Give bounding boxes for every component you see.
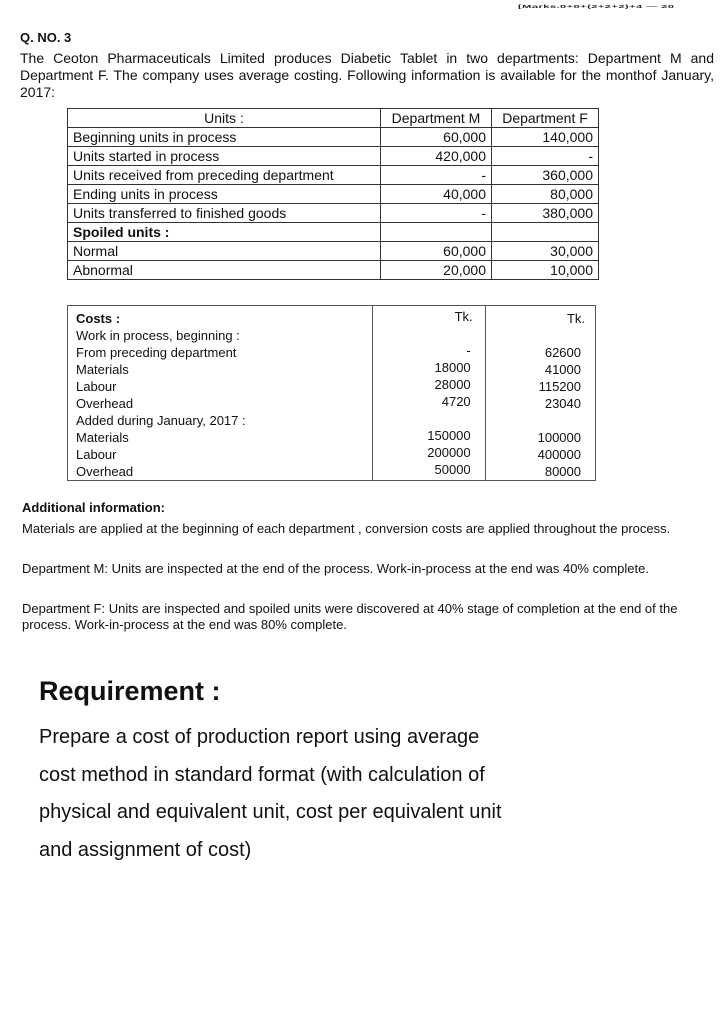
dept-m-value: 20,000	[381, 261, 492, 280]
cost-line-label: Materials	[76, 362, 129, 377]
row-label: Spoiled units :	[68, 223, 381, 242]
row-label: Units transferred to finished goods	[68, 204, 381, 223]
costs-dept-m-header: Tk.	[454, 309, 473, 324]
cost-line-label: Work in process, beginning :	[76, 328, 240, 343]
dept-m-value: -	[381, 204, 492, 223]
requirement-body: Prepare a cost of production report using average cost method in standard format (with calculation of physical and equivalent unit, cost per equivalent unit and assignment of cost)	[39, 726, 502, 861]
dept-f-value: -	[492, 147, 599, 166]
cost-dept-m-value: 28000	[434, 377, 471, 392]
dept-f-value: 360,000	[492, 166, 599, 185]
cost-dept-f-value: 62600	[544, 345, 581, 360]
cost-dept-f-value: 41000	[544, 362, 581, 377]
costs-label-column	[68, 306, 373, 481]
units-header-dept-f: Department F	[492, 109, 599, 128]
additional-info-title: Additional information:	[22, 500, 165, 515]
cost-line-label: Labour	[76, 379, 117, 394]
table-row	[68, 147, 599, 166]
row-label: Ending units in process	[68, 185, 381, 204]
cost-line-label: From preceding department	[76, 345, 237, 360]
costs-dept-f-column	[485, 306, 595, 481]
dept-f-value: 30,000	[492, 242, 599, 261]
cost-dept-m-value: 18000	[434, 360, 471, 375]
cost-dept-f-value: 80000	[544, 464, 581, 479]
cost-dept-m-value: 200000	[427, 445, 471, 460]
dept-f-value: 80,000	[492, 185, 599, 204]
cost-line-label: Materials	[76, 430, 129, 445]
units-table	[67, 108, 599, 280]
cost-dept-f-value	[486, 327, 595, 344]
units-header-dept-m: Department M	[381, 109, 492, 128]
cost-line-label: Overhead	[76, 396, 134, 411]
cost-dept-m-value: -	[466, 343, 471, 358]
table-row	[68, 204, 599, 223]
cost-dept-f-value: 400000	[537, 447, 581, 462]
dept-f-value: 380,000	[492, 204, 599, 223]
dept-m-value: 40,000	[381, 185, 492, 204]
costs-dept-m-column	[373, 306, 485, 481]
table-row	[68, 128, 599, 147]
dept-m-value: 60,000	[381, 242, 492, 261]
costs-dept-f-header: Tk.	[566, 311, 585, 326]
additional-info-paragraph: Department F: Units are inspected and spoiled units were discovered at 40% stage of completion at the end of the process. Work-in-process at the end was 80% complete.	[22, 601, 678, 632]
row-label: Beginning units in process	[68, 128, 381, 147]
cost-dept-m-value: 4720	[441, 394, 471, 409]
cost-dept-f-value: 100000	[537, 430, 581, 445]
dept-m-value: 60,000	[381, 128, 492, 147]
cost-line-label: Labour	[76, 447, 117, 462]
cost-dept-m-value: 150000	[427, 428, 471, 443]
costs-table	[67, 305, 596, 481]
cost-dept-m-value: 50000	[434, 462, 471, 477]
dept-f-value	[492, 223, 599, 242]
intro-paragraph: The Ceoton Pharmaceuticals Limited produces Diabetic Tablet in two departments: Department M and Department F. The company uses average costing. Following information is available for the monthof January, 2017:	[20, 50, 714, 100]
table-row	[68, 261, 599, 280]
row-label: Normal	[68, 242, 381, 261]
cost-dept-m-value	[373, 325, 484, 342]
dept-m-value: 420,000	[381, 147, 492, 166]
cost-line-label: Overhead	[76, 464, 134, 479]
row-label: Units started in process	[68, 147, 381, 166]
table-row	[68, 166, 599, 185]
row-label: Abnormal	[68, 261, 381, 280]
dept-f-value: 140,000	[492, 128, 599, 147]
cost-dept-m-value	[373, 410, 484, 427]
header-fragment: [Marks.0+0+(2+2+2)+4 — 20	[518, 4, 675, 10]
cost-dept-f-value: 115200	[538, 379, 581, 394]
units-table-header-row	[68, 109, 599, 128]
cost-dept-f-value: 23040	[544, 396, 581, 411]
additional-info-paragraph: Materials are applied at the beginning of each department , conversion costs are applied throughout the process.	[22, 521, 671, 536]
requirement-title: Requirement :	[39, 676, 221, 706]
dept-m-value	[381, 223, 492, 242]
cost-line-label: Added during January, 2017 :	[76, 413, 246, 428]
table-row	[68, 223, 599, 242]
costs-header: Costs :	[76, 311, 121, 326]
question-number: Q. NO. 3	[20, 30, 72, 45]
dept-m-value: -	[381, 166, 492, 185]
table-row	[68, 185, 599, 204]
row-label: Units received from preceding department	[68, 166, 381, 185]
additional-info-paragraph: Department M: Units are inspected at the end of the process. Work-in-process at the end was 40% complete.	[22, 561, 649, 576]
units-header-label: Units :	[68, 109, 381, 128]
cost-dept-f-value	[486, 412, 595, 429]
table-row	[68, 242, 599, 261]
dept-f-value: 10,000	[492, 261, 599, 280]
